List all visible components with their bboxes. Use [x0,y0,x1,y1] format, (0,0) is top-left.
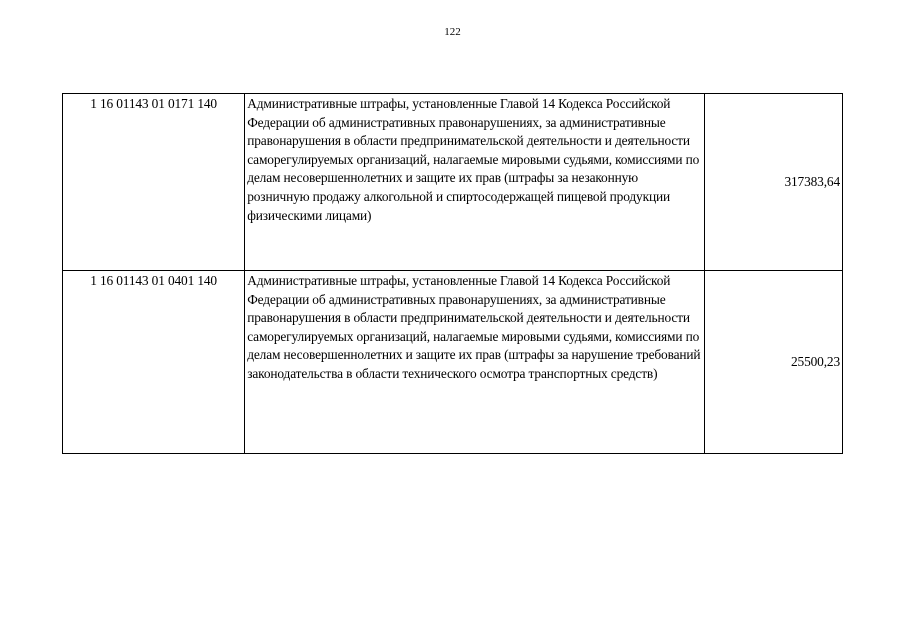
classification-code-cell: 1 16 01143 01 0401 140 [63,271,245,454]
budget-revenue-table [62,93,843,454]
table-row [63,271,843,454]
table-row [63,94,843,271]
amount-cell: 317383,64 [704,94,842,271]
amount-cell: 25500,23 [704,271,842,454]
page-number: 122 [444,26,461,38]
description-cell: Административные штрафы, установленные Главой 14 Кодекса Российской Федерации об административных правонарушениях, за административные правонарушения в области предпринимательской деятельности и деятельности саморегулируемых организаций, налагаемые мировыми судьями, комиссиями по делам несовершеннолетних и защите их прав (штрафы за нарушение требований законодательства в области технического осмотра транспортных средств) [245,271,705,454]
description-cell: Административные штрафы, установленные Главой 14 Кодекса Российской Федерации об административных правонарушениях, за административные правонарушения в области предпринимательской деятельности и деятельности саморегулируемых организаций, налагаемые мировыми судьями, комиссиями по делам несовершеннолетних и защите их прав (штрафы за незаконную розничную продажу алкогольной и спиртосодержащей пищевой продукции физическими лицами) [245,94,705,271]
classification-code-cell: 1 16 01143 01 0171 140 [63,94,245,271]
